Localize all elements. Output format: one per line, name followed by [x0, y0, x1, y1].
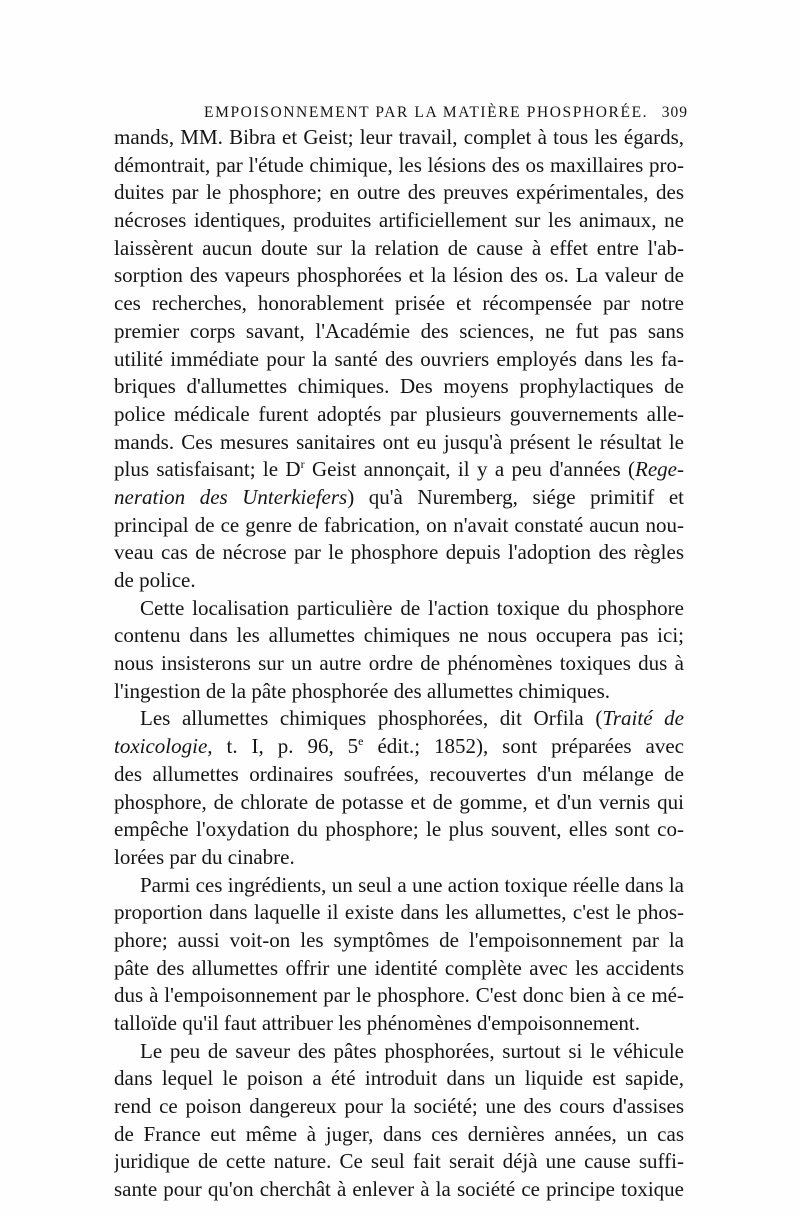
italic-text: toxicologie,	[114, 734, 213, 759]
text-line: nécroses identiques, produites artificiellement sur les animaux, ne	[114, 208, 684, 233]
text-line: dus à l'empoisonnement par le phosphore. C'est donc bien à ce mé-	[114, 983, 684, 1008]
italic-text: Rege-	[635, 457, 684, 482]
text-line: duites par le phosphore; en outre des preuves expérimentales, des	[114, 180, 684, 205]
text-line: laissèrent aucun doute sur la relation de cause à effet entre l'ab-	[114, 235, 684, 260]
text-line: mands. Ces mesures sanitaires ont eu jusqu'à présent le résultat le	[114, 429, 684, 454]
text-line: proportion dans laquelle il existe dans les allumettes, c'est le phos-	[114, 900, 684, 925]
text-line: phore; aussi voit-on les symptômes de l'empoisonnement par la	[114, 927, 684, 952]
text-line: veau cas de nécrose par le phosphore depuis l'adoption des règles	[114, 540, 684, 565]
text-segment: Les allumettes chimiques phosphorées, dit Orfila (	[140, 706, 603, 731]
text-segment: Geist annonçait, il y a peu d'années (	[304, 457, 636, 482]
text-line: juridique de cette nature. Ce seul fait serait déjà une cause suffi-	[114, 1149, 684, 1174]
text-line: ces recherches, honorablement prisée et récompensée par notre	[114, 291, 684, 316]
text-line: empêche l'oxydation du phosphore; le plus souvent, elles sont co-	[114, 817, 684, 842]
text-line	[114, 733, 684, 761]
text-line: briques d'allumettes chimiques. Des moyens prophylactiques de	[114, 374, 684, 399]
text-line: l'ingestion de la pâte phosphorée des allumettes chimiques.	[114, 678, 610, 703]
superscript: e	[358, 734, 364, 749]
italic-text: neration des Unterkiefers	[114, 484, 348, 509]
text-line: contenu dans les allumettes chimiques ne nous occupera pas ici;	[114, 623, 684, 648]
text-line: dans lequel le poison a été introduit dans un liquide est sapide,	[114, 1066, 684, 1091]
running-head	[204, 104, 688, 126]
text-line: rend ce poison dangereux pour la société; une des cours d'assises	[114, 1094, 684, 1119]
text-line: sorption des vapeurs phosphorées et la lésion des os. La valeur de	[114, 263, 684, 288]
text-line: Parmi ces ingrédients, un seul a une action toxique réelle dans la	[140, 872, 684, 897]
text-line	[114, 456, 684, 484]
text-segment: édit.; 1852), sont préparées avec	[363, 734, 684, 759]
text-line: démontrait, par l'étude chimique, les lésions des os maxillaires pro-	[114, 152, 684, 177]
text-line: pâte des allumettes offrir une identité complète avec les accidents	[114, 955, 684, 980]
text-segment: t. I, p. 96, 5	[212, 734, 359, 759]
text-line: des allumettes ordinaires soufrées, recouvertes d'un mélange de	[114, 761, 684, 786]
text-line: utilité immédiate pour la santé des ouvriers employés dans les fa-	[114, 346, 684, 371]
page-number: 309	[661, 104, 688, 121]
running-title: EMPOISONNEMENT PAR LA MATIÈRE PHOSPHORÉE.	[204, 104, 649, 121]
italic-text: Traité de	[602, 706, 684, 731]
text-line: lorées par du cinabre.	[114, 844, 295, 869]
text-segment: plus satisfaisant; le D	[114, 457, 301, 482]
body-text	[114, 124, 684, 1204]
text-line: de France eut même à juger, dans ces dernières années, un cas	[114, 1121, 684, 1146]
text-line: nous insisterons sur un autre ordre de phénomènes toxiques dus à	[114, 651, 684, 676]
text-segment: ) qu'à Nuremberg, siége primitif et	[347, 484, 684, 509]
text-line: phosphore, de chlorate de potasse et de gomme, et d'un vernis qui	[114, 789, 684, 814]
text-line: de police.	[114, 568, 196, 592]
text-line: mands, MM. Bibra et Geist; leur travail, complet à tous les égards,	[114, 125, 684, 149]
text-line: talloïde qu'il faut attribuer les phénomènes d'empoisonnement.	[114, 1011, 641, 1035]
text-line: premier corps savant, l'Académie des sciences, ne fut pas sans	[114, 318, 684, 343]
text-line	[114, 484, 684, 512]
text-line: Le peu de saveur des pâtes phosphorées, surtout si le véhicule	[140, 1038, 684, 1063]
text-line	[114, 705, 684, 733]
text-line: Cette localisation particulière de l'action toxique du phosphore	[140, 595, 684, 620]
text-line: principal de ce genre de fabrication, on n'avait constaté aucun nou-	[114, 512, 684, 537]
text-line: police médicale furent adoptés par plusieurs gouvernements alle-	[114, 401, 684, 426]
superscript: r	[300, 457, 305, 472]
text-line: sante pour qu'on cherchât à enlever à la société ce principe toxique	[114, 1177, 684, 1202]
